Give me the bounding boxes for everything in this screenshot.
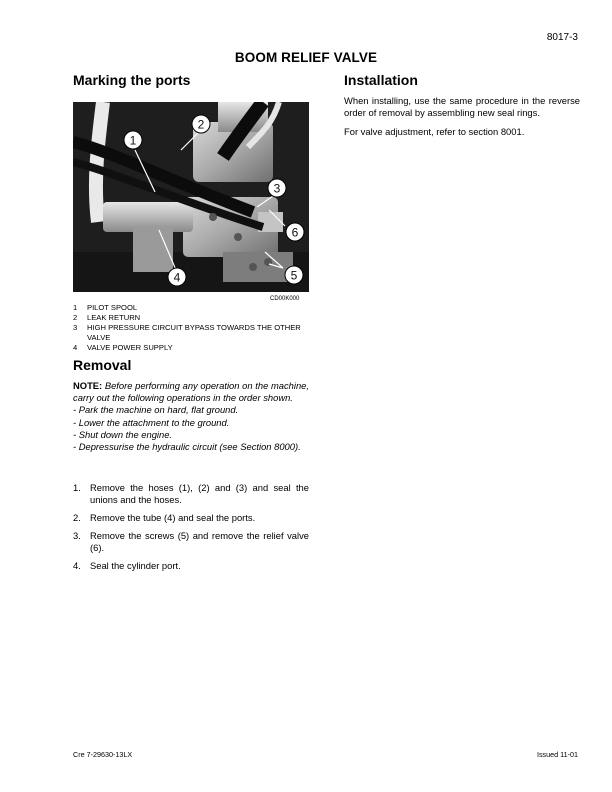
note-label: NOTE: xyxy=(73,380,103,391)
step-item xyxy=(73,560,309,572)
legend-text: HIGH PRESSURE CIRCUIT BYPASS TOWARDS THE OTHER VALVE xyxy=(87,323,301,342)
note-intro: Before performing any operation on the machine, carry out the following operations in the order shown. xyxy=(73,380,309,404)
callout-1: 1 xyxy=(129,133,137,148)
page-number: 8017-3 xyxy=(546,32,578,43)
step-number: 1. xyxy=(73,482,81,493)
marking-heading: Marking the ports xyxy=(73,72,191,88)
legend-number: 4 xyxy=(73,343,78,352)
note-item: - Park the machine on hard, flat ground. xyxy=(73,404,239,416)
legend-item xyxy=(73,323,313,343)
photo-code: CD00K000 xyxy=(270,296,300,302)
step-item xyxy=(73,512,309,524)
callout-6: 6 xyxy=(291,225,299,240)
note-block xyxy=(73,380,309,453)
removal-steps xyxy=(73,482,309,577)
step-number: 3. xyxy=(73,529,81,541)
step-item xyxy=(73,530,309,554)
callout-4: 4 xyxy=(173,270,181,285)
installation-paragraph: When installing, use the same procedure in the reverse order of removal by assembling new seal rings. xyxy=(344,95,580,119)
installation-paragraph: For valve adjustment, refer to section 8001. xyxy=(344,126,525,138)
legend-text: VALVE POWER SUPPLY xyxy=(87,343,173,352)
step-text: Remove the tube (4) and seal the ports. xyxy=(90,511,256,523)
step-text: Remove the hoses (1), (2) and (3) and seal the unions and the hoses. xyxy=(90,482,309,506)
legend-text: PILOT SPOOL xyxy=(87,303,138,312)
valve-photo xyxy=(73,102,309,292)
note-item: - Lower the attachment to the ground. xyxy=(73,416,230,428)
installation-text xyxy=(344,95,580,139)
legend-number: 2 xyxy=(73,313,78,322)
installation-heading: Installation xyxy=(344,72,418,88)
legend-item xyxy=(73,313,313,323)
note-item: - Depressurise the hydraulic circuit (see Section 8000). xyxy=(73,441,301,453)
step-text: Seal the cylinder port. xyxy=(90,559,181,571)
legend-item xyxy=(73,343,313,353)
step-text: Remove the screws (5) and remove the relief valve (6). xyxy=(90,529,309,553)
step-item xyxy=(73,482,309,506)
legend-number: 1 xyxy=(73,303,78,312)
step-number: 4. xyxy=(73,559,81,571)
valve-illustration xyxy=(73,102,309,292)
note-item: - Shut down the engine. xyxy=(73,428,173,440)
legend-text: LEAK RETURN xyxy=(87,313,141,322)
page-title: BOOM RELIEF VALVE xyxy=(234,50,378,65)
footer-issue-date: Issued 11-01 xyxy=(536,750,578,759)
callout-5: 5 xyxy=(290,268,298,283)
legend-number: 3 xyxy=(73,323,78,332)
callout-3: 3 xyxy=(273,181,281,196)
footer-document-code: Cre 7-29630-13LX xyxy=(73,750,133,759)
legend xyxy=(73,303,313,353)
legend-item xyxy=(73,303,313,313)
callout-2: 2 xyxy=(197,117,205,132)
step-number: 2. xyxy=(73,511,81,523)
removal-heading: Removal xyxy=(73,357,132,373)
